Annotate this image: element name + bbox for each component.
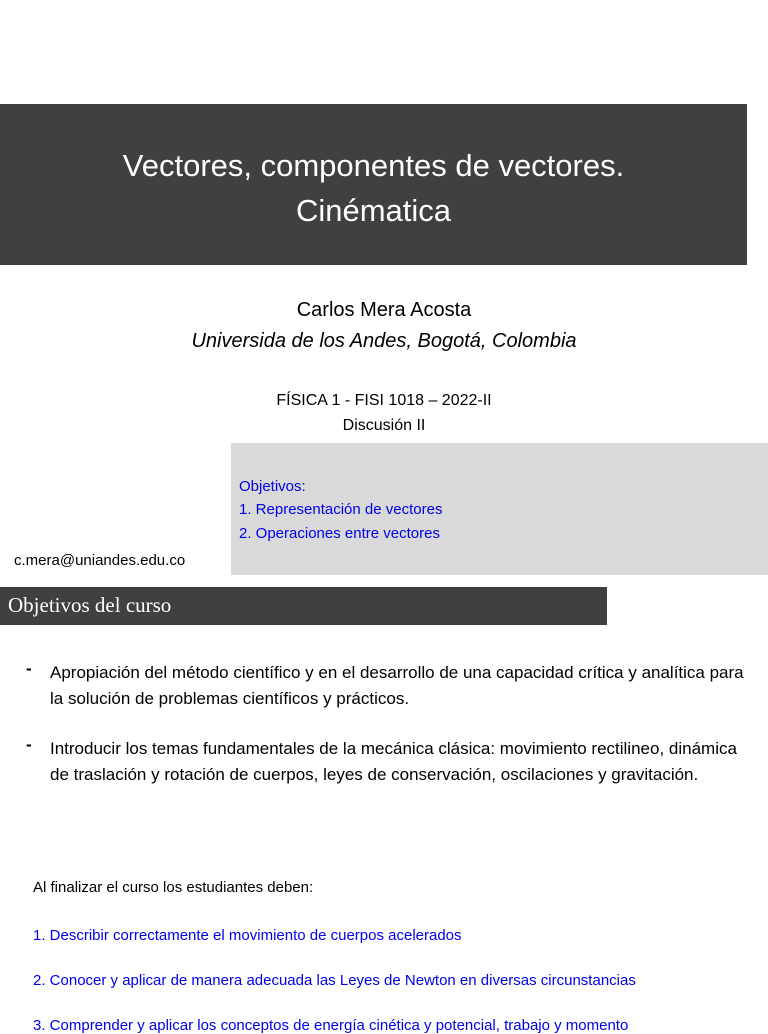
- author-name: Carlos Mera Acosta: [296, 299, 472, 321]
- course-code: FÍSICA 1 - FISI 1018 – 2022-II: [276, 392, 492, 409]
- outcome-item: 2. Conocer y aplicar de manera adecuada las Leyes de Newton en diversas circunstancias: [33, 972, 636, 989]
- author-affiliation: Universida de los Andes, Bogotá, Colombia: [191, 330, 577, 352]
- bullet-dash: -: [26, 735, 32, 754]
- author-email: c.mera@uniandes.edu.co: [14, 552, 186, 569]
- bullet-dash: -: [26, 659, 32, 678]
- objective-item: 2. Operaciones entre vectores: [239, 525, 440, 542]
- course-goal-text: Apropiación del método científico y en el desarrollo de una capacidad crítica y analítica para la solución de problemas científicos y prácticos.: [50, 663, 744, 708]
- outcome-item: 1. Describir correctamente el movimiento de cuerpos acelerados: [33, 927, 462, 944]
- course-subtitle: Discusión II: [342, 417, 426, 434]
- objectives-box: [231, 443, 768, 575]
- title-band: [0, 104, 747, 265]
- title-line-1: Vectores, componentes de vectores.: [122, 148, 625, 183]
- outcome-item: 3. Comprender y aplicar los conceptos de energía cinética y potencial, trabajo y momento: [33, 1017, 629, 1034]
- course-goal-text: Introducir los temas fundamentales de la mecánica clásica: movimiento rectilineo, dinámica de traslación y rotación de cuerpos, leyes de conservación, oscilaciones y gravitación.: [50, 739, 737, 784]
- section-title: Objetivos del curso: [0, 587, 607, 625]
- objectives-heading: Objetivos:: [239, 478, 306, 495]
- title-line-2: Cinématica: [295, 193, 452, 228]
- objective-item: 1. Representación de vectores: [239, 501, 443, 518]
- outcomes-intro: Al finalizar el curso los estudiantes deben:: [33, 879, 314, 896]
